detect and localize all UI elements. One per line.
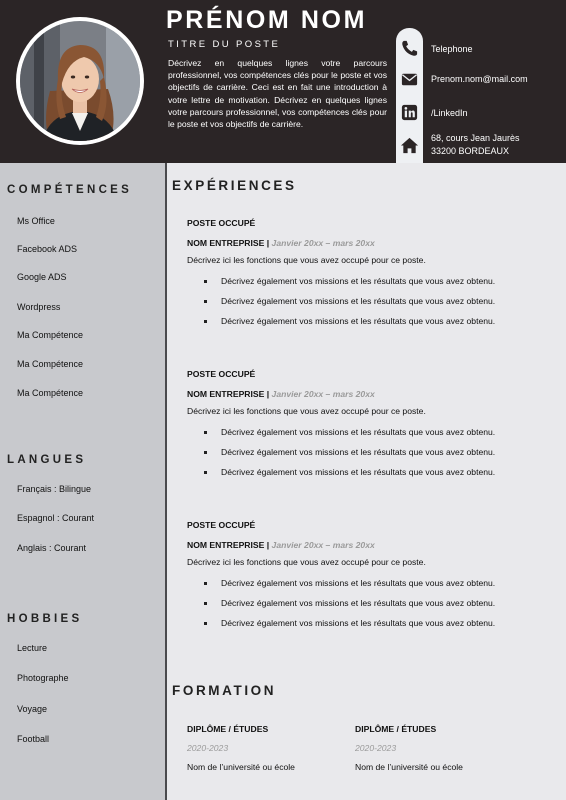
skill-item: Wordpress xyxy=(17,302,61,312)
experiences-heading: EXPÉRIENCES xyxy=(172,178,297,193)
job-bullet xyxy=(204,598,495,618)
job-bullet-text: Décrivez également vos missions et les résultats que vous avez obtenu. xyxy=(221,427,496,437)
job-company-line xyxy=(187,540,375,550)
job-bullets xyxy=(204,276,495,336)
job-company: NOM ENTREPRISE | xyxy=(187,238,270,248)
job-bullet-text: Décrivez également vos missions et les résultats que vous avez obtenu. xyxy=(221,316,496,326)
skill-item: Facebook ADS xyxy=(17,244,78,254)
job-bullet-text: Décrivez également vos missions et les résultats que vous avez obtenu. xyxy=(221,578,496,588)
job-description: Décrivez ici les fonctions que vous avez occupé pour ce poste. xyxy=(187,557,426,567)
job-bullet-text: Décrivez également vos missions et les résultats que vous avez obtenu. xyxy=(221,276,496,286)
contact-address-street: 68, cours Jean Jaurès xyxy=(431,133,520,143)
education-degree: DIPLÔME / ÉTUDES xyxy=(187,724,269,734)
job-bullets xyxy=(204,578,495,638)
language-item: Français : Bilingue xyxy=(17,484,92,494)
job-dates: Janvier 20xx – mars 20xx xyxy=(271,389,375,399)
skill-item: Ma Compétence xyxy=(17,359,84,369)
job-bullet-text: Décrivez également vos missions et les résultats que vous avez obtenu. xyxy=(221,598,496,608)
languages-heading: LANGUES xyxy=(7,454,87,466)
job-bullet xyxy=(204,578,495,598)
hobbies-heading: HOBBIES xyxy=(7,613,83,625)
job-bullet xyxy=(204,427,495,447)
hobby-item: Lecture xyxy=(17,643,48,653)
bullet-marker xyxy=(204,582,207,585)
skills-heading: COMPÉTENCES xyxy=(7,184,133,196)
job-bullet xyxy=(204,316,495,336)
contact-phone: Telephone xyxy=(431,44,473,54)
job-bullet xyxy=(204,467,495,487)
bullet-marker xyxy=(204,320,207,323)
job-company-line xyxy=(187,238,375,248)
job-bullet-text: Décrivez également vos missions et les résultats que vous avez obtenu. xyxy=(221,467,496,477)
education-degree: DIPLÔME / ÉTUDES xyxy=(355,724,437,734)
hobby-item: Photographe xyxy=(17,673,69,683)
skill-item: Ma Compétence xyxy=(17,388,84,398)
candidate-name: PRÉNOM NOM xyxy=(166,6,367,34)
contact-address-city: 33200 BORDEAUX xyxy=(431,146,510,156)
job-bullet xyxy=(204,296,495,316)
job-position: POSTE OCCUPÉ xyxy=(187,369,256,379)
job-dates: Janvier 20xx – mars 20xx xyxy=(271,238,375,248)
bullet-marker xyxy=(204,602,207,605)
bullet-marker xyxy=(204,300,207,303)
contact-linkedin: /LinkedIn xyxy=(431,108,468,118)
job-bullet xyxy=(204,276,495,296)
education-heading: FORMATION xyxy=(172,683,277,698)
job-description: Décrivez ici les fonctions que vous avez occupé pour ce poste. xyxy=(187,406,426,416)
job-position: POSTE OCCUPÉ xyxy=(187,520,256,530)
education-years: 2020-2023 xyxy=(355,743,397,753)
profile-photo xyxy=(20,21,140,141)
language-item: Anglais : Courant xyxy=(17,543,87,553)
education-school: Nom de l’université ou école xyxy=(187,762,295,772)
hobby-item: Voyage xyxy=(17,704,48,714)
job-company: NOM ENTREPRISE | xyxy=(187,389,270,399)
skill-item: Ma Compétence xyxy=(17,330,84,340)
profile-intro: Décrivez en quelques lignes votre parcours professionnel, vos compétences clés pour le poste et vos objectifs de carrière. Ceci est en fait une introduction à votre lettre de motivation. Décrivez en quelques lignes votre parcours professionnel, vos compétences clés pour le poste et vos objectifs de carrière. xyxy=(168,58,387,130)
skill-item: Ms Office xyxy=(17,216,55,226)
job-bullet-text: Décrivez également vos missions et les résultats que vous avez obtenu. xyxy=(221,618,496,628)
education-years: 2020-2023 xyxy=(187,743,229,753)
bullet-marker xyxy=(204,451,207,454)
job-bullet xyxy=(204,618,495,638)
bullet-marker xyxy=(204,280,207,283)
job-company: NOM ENTREPRISE | xyxy=(187,540,270,550)
job-bullet-text: Décrivez également vos missions et les résultats que vous avez obtenu. xyxy=(221,447,496,457)
phone-icon xyxy=(400,39,419,58)
bullet-marker xyxy=(204,471,207,474)
email-icon xyxy=(400,70,419,89)
hobby-item: Football xyxy=(17,734,50,744)
job-title: TITRE DU POSTE xyxy=(168,39,281,50)
language-item: Espagnol : Courant xyxy=(17,513,95,523)
job-position: POSTE OCCUPÉ xyxy=(187,218,256,228)
job-bullets xyxy=(204,427,495,487)
home-icon xyxy=(400,136,419,155)
job-company-line xyxy=(187,389,375,399)
skill-item: Google ADS xyxy=(17,272,67,282)
education-school: Nom de l’université ou école xyxy=(355,762,463,772)
bullet-marker xyxy=(204,622,207,625)
linkedin-icon xyxy=(400,103,419,122)
column-divider xyxy=(165,163,167,800)
job-dates: Janvier 20xx – mars 20xx xyxy=(271,540,375,550)
job-bullet xyxy=(204,447,495,467)
job-bullet-text: Décrivez également vos missions et les résultats que vous avez obtenu. xyxy=(221,296,496,306)
job-description: Décrivez ici les fonctions que vous avez occupé pour ce poste. xyxy=(187,255,426,265)
bullet-marker xyxy=(204,431,207,434)
contact-email: Prenom.nom@mail.com xyxy=(431,74,528,84)
